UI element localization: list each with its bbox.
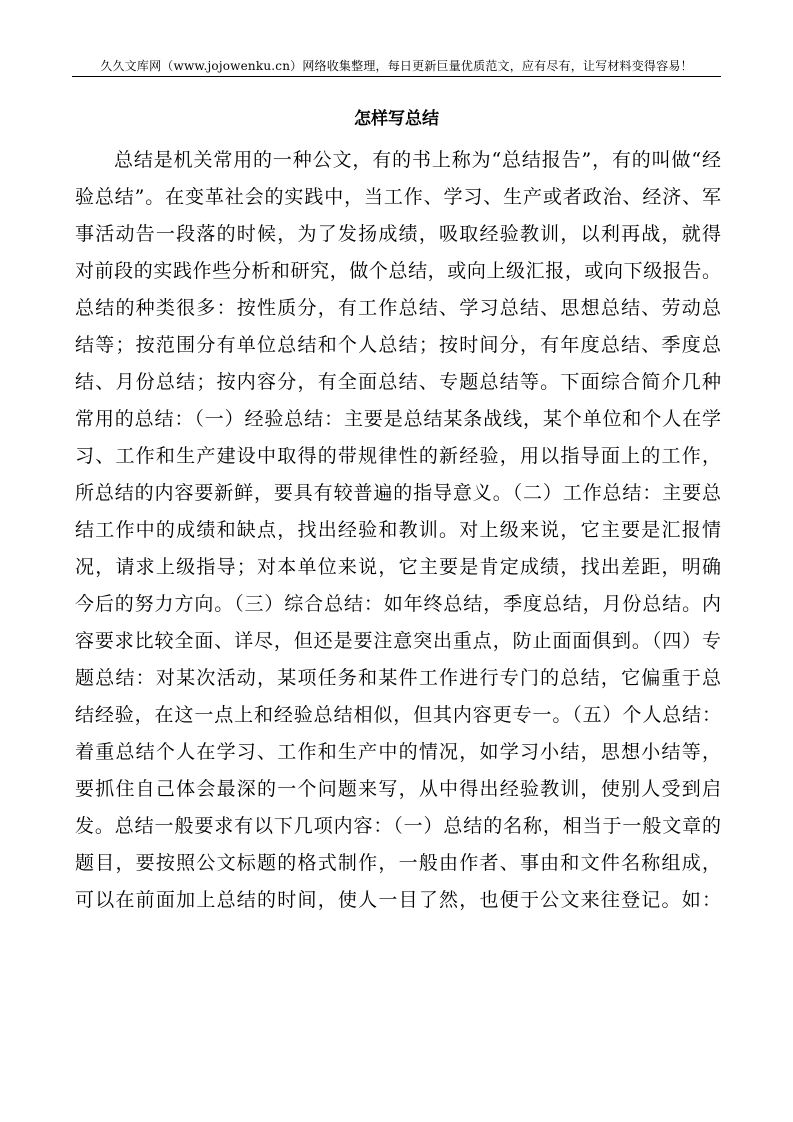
body-text-line: 可以在前面加上总结的时间，使人一目了然，也便于公文来往登记。如： [75,889,721,911]
body-text-line: 题总结：对某次活动，某项任务和某件工作进行专门的总结，它偏重于总 [75,667,721,689]
body-text-line: 题目，要按照公文标题的格式制作，一般由作者、事由和文件名称组成， [75,852,721,874]
body-text-line: 对前段的实践作些分析和研究，做个总结，或向上级汇报，或向下级报告。 [75,260,721,282]
body-text-line: 要抓住自己体会最深的一个问题来写，从中得出经验教训，使别人受到启 [75,778,721,800]
body-text-line: 容要求比较全面、详尽，但还是要注意突出重点，防止面面俱到。（四）专 [75,630,721,652]
body-text-line: 今后的努力方向。（三）综合总结：如年终总结，季度总结，月份总结。内 [75,593,721,615]
body-text-line: 所总结的内容要新鲜，要具有较普遍的指导意义。（二）工作总结：主要总 [75,482,721,504]
body-text-line: 着重总结个人在学习、工作和生产中的情况，如学习小结，思想小结等， [75,741,721,763]
body-text-line: 结经验，在这一点上和经验总结相似，但其内容更专一。（五）个人总结： [75,704,721,726]
header-divider [72,76,721,77]
body-text-line: 结等；按范围分有单位总结和个人总结；按时间分，有年度总结、季度总 [75,334,721,356]
body-text-line: 总结是机关常用的一种公文，有的书上称为“总结报告”，有的叫做“经 [114,149,721,171]
body-text-line: 验总结”。在变革社会的实践中，当工作、学习、生产或者政治、经济、军 [75,186,721,208]
body-text-line: 结工作中的成绩和缺点，找出经验和教训。对上级来说，它主要是汇报情 [75,519,721,541]
body-text-line: 结、月份总结；按内容分，有全面总结、专题总结等。下面综合简介几种 [75,371,721,393]
body-text-line: 总结的种类很多：按性质分，有工作总结、学习总结、思想总结、劳动总 [75,297,721,319]
body-text-line: 发。总结一般要求有以下几项内容：（一）总结的名称，相当于一般文章的 [75,815,721,837]
body-text-line: 常用的总结：（一）经验总结：主要是总结某条战线，某个单位和个人在学 [75,408,721,430]
page-header: 久久文库网（www.jojowenku.cn）网络收集整理，每日更新巨量优质范文，应有尽有，让写材料变得容易！ [100,59,693,73]
body-text-line: 况，请求上级指导；对本单位来说，它主要是肯定成绩，找出差距，明确 [75,556,721,578]
document-title: 怎样写总结 [354,109,439,129]
body-text-line: 事活动告一段落的时候，为了发扬成绩，吸取经验教训，以利再战，就得 [75,223,721,245]
body-text-line: 习、工作和生产建设中取得的带规律性的新经验，用以指导面上的工作， [75,445,721,467]
